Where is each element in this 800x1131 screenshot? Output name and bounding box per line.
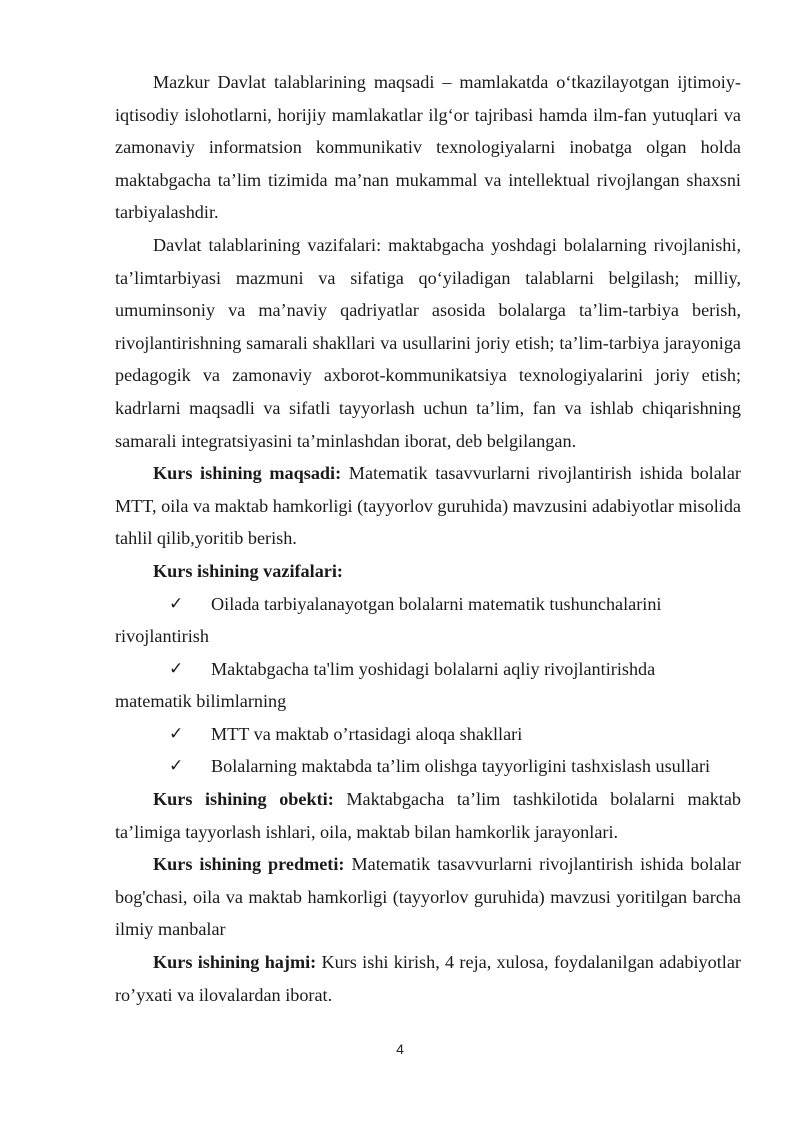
paragraph-course-goal <box>115 457 741 555</box>
course-volume-text: Kurs ishi kirish, 4 reja, xulosa, foydalanilgan adabiyotlar ro’yxati va ilovalardan iborat. <box>115 952 741 1005</box>
paragraph-course-subject <box>115 848 741 946</box>
task-text: Oilada tarbiyalanayotgan bolalarni matematik tushunchalarini <box>211 593 662 614</box>
task-text: MTT va maktab o’rtasidagi aloqa shakllari <box>211 723 523 744</box>
task-text: Maktabgacha ta'lim yoshidagi bolalarni aqliy rivojlantirishda <box>211 658 656 679</box>
paragraph-tasks-of-standards: Davlat talablarining vazifalari: maktabgacha yoshdagi bolalarning rivojlanishi, ta’limtarbiyasi mazmuni va sifatiga qo‘yiladigan talablarni belgilash; milliy, umuminsoniy va ma’naviy qadriyatlar asosida bolalarga ta’lim-tarbiya berish, rivojlantirishning samarali shakllari va usullarini joriy etish; ta’lim-tarbiya jarayoniga pedagogik va zamonaviy axborot-kommunikatsiya texnologiyalarini joriy etish; kadrlarni maqsadli va sifatli tayyorlash uchun ta’lim, fan va ishlab chiqarishning samarali integratsiyasini ta’minlashdan iborat, deb belgilangan. <box>115 234 741 451</box>
course-goal-text: Matematik tasavvurlarni rivojlantirish ishida bolalar MTT, oila va maktab hamkorligi (tayyorlov guruhida) mavzusini adabiyotlar misolida tahlil qilib,yoritib berish. <box>115 463 741 549</box>
page-number: 4 <box>396 1041 404 1057</box>
task-list-item <box>115 750 741 783</box>
task-text-continued: rivojlantirish <box>115 626 209 647</box>
page-content <box>115 66 741 1011</box>
paragraph-course-volume <box>115 946 741 1011</box>
paragraph-course-tasks-heading <box>115 555 741 588</box>
checkmark-icon: ✓ <box>169 723 184 744</box>
task-list-item <box>115 588 741 653</box>
task-list-item <box>115 718 741 751</box>
course-volume-label: Kurs ishining hajmi: <box>153 952 317 973</box>
course-object-label: Kurs ishining obekti: <box>153 789 334 810</box>
task-text-continued: matematik bilimlarning <box>115 691 287 712</box>
paragraph-goal-of-standards: Mazkur Davlat talablarining maqsadi – mamlakatda o‘tkazilayotgan ijtimoiy-iqtisodiy islohotlarni, horijiy mamlakatlar ilg‘or tajribasi hamda ilm-fan yutuqlari va zamonaviy informatsion kommunikativ texnologiyalarni inobatga olgan holda maktabgacha ta’lim tizimida ma’nan mukammal va intellektual rivojlangan shaxsni tarbiyalashdir. <box>115 72 741 223</box>
course-subject-text: Matematik tasavvurlarni rivojlantirish ishida bolalar bog'chasi, oila va maktab hamkorligi (tayyorlov guruhida) mavzusi yoritilgan barcha ilmiy manbalar <box>115 854 741 940</box>
task-text: Bolalarning maktabda ta’lim olishga tayyorligini tashxislash usullari <box>211 756 711 777</box>
course-subject-label: Kurs ishining predmeti: <box>153 854 345 875</box>
checkmark-icon: ✓ <box>169 593 184 614</box>
course-object-text: Maktabgacha ta’lim tashkilotida bolalarni maktab ta’limiga tayyorlash ishlari, oila, maktab bilan hamkorlik jarayonlari. <box>115 789 742 842</box>
paragraph-course-object <box>115 783 741 848</box>
course-goal-label: Kurs ishining maqsadi: <box>153 463 342 484</box>
checkmark-icon: ✓ <box>169 756 184 777</box>
course-tasks-label: Kurs ishining vazifalari: <box>153 560 343 581</box>
task-list-item <box>115 653 741 718</box>
checkmark-icon: ✓ <box>169 658 184 679</box>
